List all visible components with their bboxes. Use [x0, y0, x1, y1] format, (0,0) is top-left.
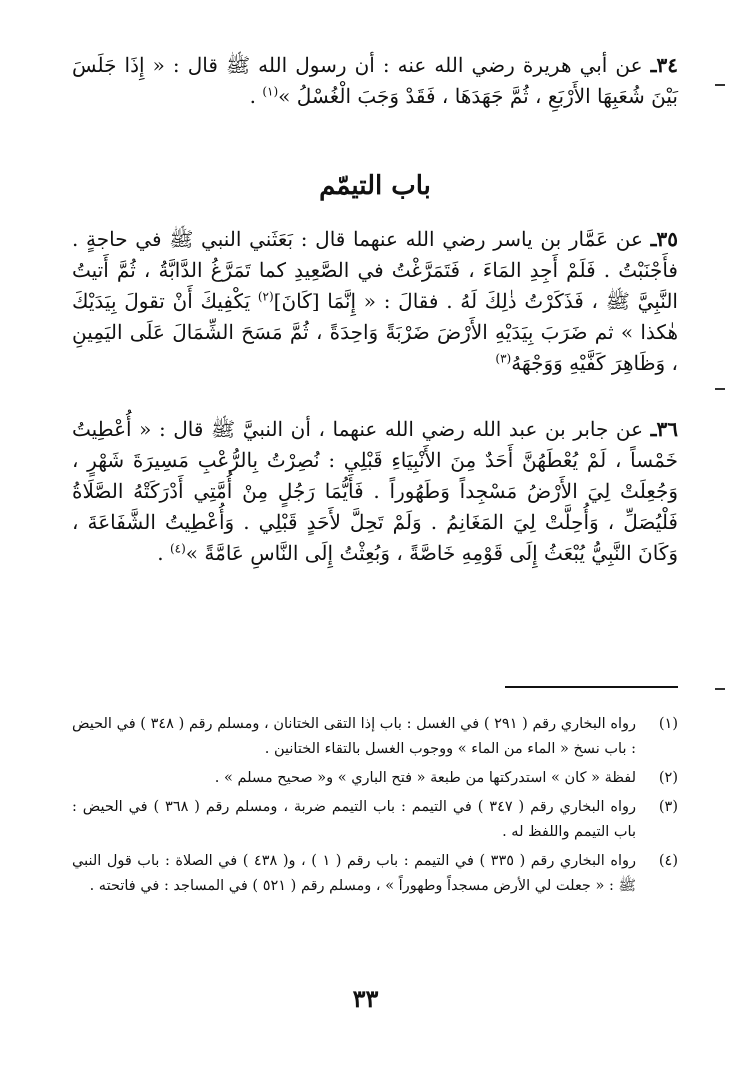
hadith-34 — [72, 50, 678, 112]
hadith-36 — [72, 414, 678, 569]
footnote-text: لفظة « كان » استدركتها من طبعة « فتح الباري » و« صحيح مسلم » . — [214, 770, 636, 786]
hadith-34-number: ٣٤ـ — [650, 53, 678, 77]
footnote-4 — [72, 849, 678, 899]
footnote-3 — [72, 795, 678, 845]
footnote-ref-1[interactable]: (١) — [262, 84, 279, 99]
hadith-36-text: عن جابر بن عبد الله رضي الله عنهما ، أن النبيَّ ﷺ قال : « أُعْطِيتُ خَمْساً ، لَمْ يُعْطَهُنَّ أَحَدٌ مِنَ الأَنْبِيَاءِ قَبْلِي : نُصِرْتُ بِالرُّعْبِ مَسِيرَةَ شَهْرٍ ، وَجُعِلَتْ لِيَ الأَرْضُ مَسْجِداً وَطَهُوراً . فَأَيُّمَا رَجُلٍ مِنْ أُمَّتِي أَدْرَكَتْهُ الصَّلَاةُ فَلْيُصَلِّ ، وَأُحِلَّتْ لِيَ المَغَانِمُ . وَلَمْ تَحِلَّ لأَحَدٍ قَبْلِي . وَأُعْطِيتُ الشَّفَاعَةَ ، وَكَانَ النَّبِيُّ يُبْعَثُ إِلَى قَوْمِهِ خَاصَّةً ، وَبُعِثْتُ إِلَى النَّاسِ عَامَّةً » — [72, 417, 678, 565]
footnote-text: رواه البخاري رقم ( ٢٩١ ) في الغسل : باب إذا التقى الختانان ، ومسلم رقم ( ٣٤٨ ) في الحيض : باب نسخ « الماء من الماء » ووجوب الغسل بالتقاء الختانين . — [72, 716, 636, 757]
hadith-35 — [72, 224, 678, 379]
hadith-34-paragraph — [72, 50, 678, 112]
footnote-number: (٣) — [658, 799, 678, 815]
hadith-35-paragraph — [72, 224, 678, 379]
footnote-text: رواه البخاري رقم ( ٣٣٥ ) في التيمم : باب رقم ( ١ ) ، و( ٤٣٨ ) في الصلاة : باب قول النبي ﷺ : « جعلت لي الأرض مسجداً وطهوراً » ، ومسلم رقم ( ٥٢١ ) في المساجد : في فاتحته . — [72, 853, 636, 894]
margin-mark — [715, 388, 725, 390]
hadith-35-number: ٣٥ـ — [650, 227, 678, 251]
footnote-2 — [72, 766, 678, 791]
footnote-ref-4[interactable]: (٤) — [169, 541, 186, 556]
margin-mark — [715, 84, 725, 86]
footnotes — [72, 712, 678, 903]
footnote-number: (٤) — [658, 853, 678, 869]
hadith-34-text: عن أبي هريرة رضي الله عنه : أن رسول الله ﷺ قال : « إِذَا جَلَسَ بَيْنَ شُعَبِهَا الأَرْبَعِ ، ثُمَّ جَهَدَهَا ، فَقَدْ وَجَبَ الْغُسْلُ » — [72, 53, 678, 108]
footnote-1 — [72, 712, 678, 762]
hadith-36-ending: . — [157, 541, 170, 565]
hadith-34-ending: . — [249, 84, 263, 108]
hadith-35-text-part-1: عن عَمَّار بن ياسر رضي الله عنهما قال : بَعَثَني النبي ﷺ في حاجةٍ . فأَجْنَبْتُ . فَلَمْ أَجِدِ المَاءَ ، فَتَمَرَّغْتُ في الصَّعِيدِ كما تَمَرَّغُ الدَّابَّةُ ، ثُمَّ أَتيتُ النَّبِيَّ ﷺ ، فَذَكَرْتُ ذٰلِكَ لَهُ . فقالَ : « إِنَّمَا [كَانَ] — [72, 227, 678, 313]
margin-mark — [715, 688, 725, 690]
footnote-ref-3[interactable]: (٣) — [495, 351, 512, 366]
footnote-ref-2[interactable]: (٢) — [257, 289, 274, 304]
hadith-36-paragraph — [72, 414, 678, 569]
footnote-text: رواه البخاري رقم ( ٣٤٧ ) في التيمم : باب التيمم ضربة ، ومسلم رقم ( ٣٦٨ ) في الحيض : باب التيمم واللفظ له . — [72, 799, 636, 840]
hadith-36-number: ٣٦ـ — [650, 417, 679, 441]
hadith-35-text-part-2: يَكْفِيكَ أَنْ تقولَ بِيَدَيْكَ هٰكذا » ثم ضَرَبَ بِيَدَيْهِ الأَرْضَ ضَرْبَةً وَاحِدَةً ، ثُمَّ مَسَحَ الشِّمَالَ عَلَى اليَمِينِ ، وَظَاهِرَ كَفَّيْهِ وَوَجْهَهُ — [72, 289, 678, 375]
footnote-separator — [505, 686, 678, 688]
page-number: ٣٣ — [352, 984, 379, 1013]
footnote-number: (١) — [658, 716, 678, 732]
footnote-number: (٢) — [658, 770, 678, 786]
section-heading: باب التيمّم — [319, 171, 431, 201]
